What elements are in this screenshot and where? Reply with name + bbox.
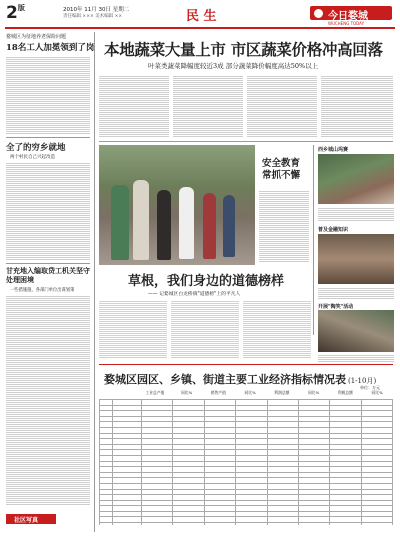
right-item-title-1: 西乡城山坞赛: [318, 147, 349, 153]
column-divider: [313, 145, 314, 335]
left-divider: [6, 137, 90, 138]
table-cell: [100, 523, 113, 525]
photo-figure: [179, 187, 194, 259]
table-title-text: 婺城区园区、乡镇、街道主要工业经济指标情况表: [104, 373, 346, 386]
issue-info: 责任编辑 ××× 美术编辑 ××: [63, 14, 123, 19]
footer-bar-label: 社区写真: [14, 517, 39, 524]
col-group-3: 销售产值: [210, 390, 226, 395]
left-headline-1: 18名工人加冕领到了岗: [6, 43, 95, 53]
col-group-7: 利税总额: [337, 390, 353, 395]
left-subhead-2: 两个村民自己兴起改造: [10, 155, 55, 160]
section-divider: [99, 141, 393, 142]
right-photo-1: [318, 154, 394, 204]
right-photo-2: [318, 234, 394, 284]
logo-text: 今日婺城: [328, 11, 368, 22]
col-group-5: 利润总额: [274, 390, 290, 395]
main-article-col4: [321, 75, 393, 138]
main-subhead: 叶菜类蔬菜降幅度较近3成 部分蔬菜降价幅度高达50%以上: [148, 62, 319, 70]
left-headline-2: 全了的穷乡就地: [6, 143, 66, 153]
right-caption-1: [318, 207, 394, 221]
table-unit: 单位：万元: [360, 385, 380, 390]
col-group-4: 同比%: [244, 390, 256, 395]
main-article-col1: [99, 75, 169, 138]
masthead-logo: [310, 6, 392, 20]
photo-caption-title: 安全教育常抓不懈: [262, 158, 301, 181]
section-label: 民 生: [186, 9, 217, 24]
table-cell: [330, 523, 361, 525]
left-subhead-3: 一些措施施，各部门单位出谋划策: [10, 288, 75, 293]
main-headline: 本地蔬菜大量上市 市区蔬菜价格冲高回落: [104, 41, 383, 59]
photo-figure: [111, 185, 129, 260]
logo-subtitle: WUCHENG TODAY: [328, 21, 365, 26]
right-item-title-2: 普及金融知识: [318, 227, 349, 233]
main-photo: [99, 145, 255, 265]
left-footer-bar: [6, 514, 56, 524]
photo-figure: [133, 180, 149, 260]
left-article-2: [6, 162, 90, 260]
page-number: $2^版$: [6, 3, 25, 23]
left-divider: [6, 263, 90, 264]
feature-article-col1: [99, 300, 167, 358]
feature-subhead: —— 记婺城区白龙桥镇"道德榜"上的平凡人: [148, 292, 241, 297]
photo-caption-text: [259, 190, 309, 262]
left-article-3: [6, 295, 90, 505]
table-cell: [236, 523, 267, 525]
feature-article-col2: [171, 300, 239, 358]
right-caption-2: [318, 287, 394, 299]
col-group-6: 同比%: [308, 390, 320, 395]
left-headline-3: 甘充地入编取贷工机关坚守处理困境: [6, 266, 90, 284]
table-cell: [298, 523, 329, 525]
photo-figure: [223, 195, 235, 257]
header-rule: [5, 27, 395, 29]
table-top-rule: [99, 364, 393, 365]
column-divider: [94, 32, 95, 532]
left-kicker: 婺城区为征地养老保险问题: [6, 34, 67, 40]
table-period: (1-10月): [348, 377, 377, 385]
main-article-col2: [173, 75, 243, 138]
right-photo-3: [318, 310, 394, 352]
feature-article-col3: [243, 300, 311, 358]
col-group-1: 工业总产值: [145, 390, 165, 395]
issue-date: 2010年 11月 30日 星期二: [63, 7, 130, 13]
table-header-row: [99, 390, 393, 398]
indicator-table: [99, 399, 393, 525]
table-cell: [204, 523, 235, 525]
col-group-8: 同比%: [371, 390, 383, 395]
table-cell: [267, 523, 298, 525]
logo-emblem-icon: [314, 9, 323, 18]
table-cell: [142, 523, 173, 525]
table-cell: [173, 523, 204, 525]
table-title: [104, 368, 376, 387]
right-caption-3: [318, 354, 394, 362]
table-row: [100, 523, 393, 525]
feature-headline: 草根，我们身边的道德榜样: [128, 274, 285, 289]
table-cell: [361, 523, 392, 525]
main-article-col3: [247, 75, 317, 138]
col-group-2: 同比%: [181, 390, 193, 395]
left-article-1: [6, 56, 90, 134]
photo-figure: [157, 190, 171, 260]
table-cell: [113, 523, 142, 525]
photo-figure: [203, 193, 216, 259]
right-item-title-3: 开展"陶笑"活动: [318, 304, 354, 310]
